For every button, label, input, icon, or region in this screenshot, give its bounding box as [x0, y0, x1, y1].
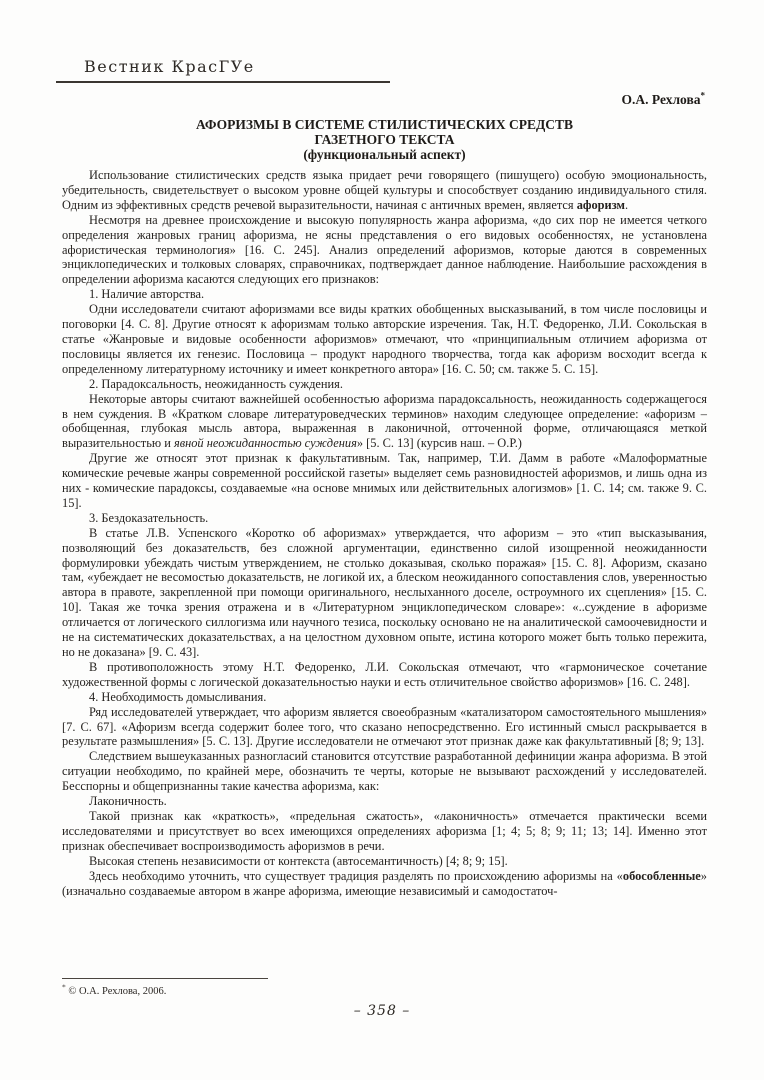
footnote	[62, 982, 167, 997]
paragraph-text: Следствием вышеуказанных разногласий становится отсутствие разработанной дефиниции жанра афоризма. В этой ситуации необходимо, по крайней мере, обозначить те черты, которые не вызывают расхождений у исследователей. Бесспорны и общепризнанны такие качества афоризма, как:	[62, 749, 707, 794]
paragraph-text: .	[624, 197, 629, 212]
paragraph	[62, 392, 707, 452]
paragraph-text: Использование стилистических средств языка придает речи говорящего (пишущего) особую эмоциональность, убедительность, свидетельствует о высоком уровне общей культуры и способствует созданию индивидуального стиля. Одним из эффективных средств речевой выразительности, начиная с античных времен, является	[62, 168, 707, 212]
paragraph	[62, 287, 707, 302]
paragraph	[62, 168, 707, 213]
paragraph-text: Высокая степень независимости от контекста (автосемантичность) [4; 8; 9; 15].	[89, 853, 508, 868]
paragraph-text: В противоположность этому Н.Т. Федоренко, Л.И. Сокольская отмечают, что «гармоническое сочетание художественной формы с логической доказательностью науки и есть отличительное свойство афоризмов» [16. С. 248].	[62, 659, 707, 689]
author-name: О.А. Рехлова	[621, 92, 701, 107]
paragraph	[62, 213, 707, 288]
paragraph	[62, 302, 707, 377]
article-body	[62, 168, 707, 898]
paragraph-text: » [5. С. 13] (курсив наш. – О.Р.)	[356, 436, 522, 451]
paragraph	[62, 794, 707, 809]
emphasis-italic-text: явной неожиданностью суждения	[173, 436, 357, 451]
paragraph	[62, 660, 707, 690]
paragraph-text: Некоторые авторы считают важнейшей особенностью афоризма парадоксальность, неожиданность содержащегося в нем суждения. В «Кратком словаре литературоведческих терминов» находим следующее определение: «афоризм – обобщенная, глубокая мысль автора, выраженная в лаконичной, отточенной форме, отличающаяся меткой выразительностью и	[62, 391, 707, 451]
page-number: – 358 –	[353, 1003, 411, 1019]
paragraph	[62, 869, 707, 899]
article	[62, 92, 707, 898]
paragraph	[62, 690, 707, 705]
paragraph-text: Несмотря на древнее происхождение и высокую популярность жанра афоризма, «до сих пор не имеется четкого определения жанровых границ афоризма, не ясны представления о его видовых особенностях, не установлена афористическая терминология» [16. С. 245]. Анализ определений афоризмов, которые даются в современных энциклопедических и толковых словарях, справочниках, подтверждает данное наблюдение. Наибольшие расхождения в определении афоризма касаются следующих его признаков:	[62, 212, 707, 287]
author-footnote-mark: *	[700, 90, 705, 101]
paragraph-text: Одни исследователи считают афоризмами все виды кратких обобщенных высказываний, в том числе пословицы и поговорки [4. С. 8]. Другие относят к афоризмам только авторские изречения. Так, Н.Т. Федоренко, Л.И. Сокольская в статье «Жанровые и видовые особенности афоризмов» отмечают, что «принципиальным отличием афоризма от пословицы является их генезис. Пословица – продукт народного творчества, тогда как афоризм восходит всегда к определенному литературному источнику и имеет конкретного автора» [16. С. 50; см. также 5. С. 15].	[62, 302, 707, 376]
paragraph-text: Ряд исследователей утверждает, что афоризм является своеобразным «катализатором самостоятельного мышления» [7. С. 67]. «Афоризм всегда содержит более того, что сказано непосредственно. Его истинный смысл раскрывается в результате размышления» [5. С. 13]. Другие исследователи не отмечают этот признак даже как факультативный [8; 9; 13].	[62, 704, 707, 749]
journal-header-logo: Вестник КрасГУе	[84, 57, 255, 76]
paragraph	[62, 749, 707, 794]
paragraph	[62, 377, 707, 392]
footnote-marker: *	[62, 982, 66, 992]
emphasis-bold-text: обособленные	[622, 868, 701, 883]
paragraph	[62, 511, 707, 526]
article-title	[62, 117, 707, 162]
paragraph-text: 1. Наличие авторства.	[89, 287, 205, 302]
paragraph-text: 3. Бездоказательность.	[89, 510, 209, 525]
title-subtitle: (функциональный аспект)	[303, 147, 466, 162]
title-line-2: ГАЗЕТНОГО ТЕКСТА	[314, 132, 455, 147]
paragraph-text: 4. Необходимость домысливания.	[89, 689, 267, 704]
paragraph-text: Лаконичность.	[89, 794, 167, 809]
paragraph-text: Такой признак как «краткость», «предельная сжатость», «лаконичность» отмечается практически всеми исследователями и присутствует во всех имеющихся определениях афоризма [1; 4; 5; 8; 9; 11; 13; 14]. Именно этот признак обеспечивает воспроизводимость афоризмов в речи.	[62, 808, 707, 853]
header-rule	[56, 81, 390, 83]
paragraph	[62, 526, 707, 660]
paragraph	[62, 809, 707, 854]
paragraph-text: В статье Л.В. Успенского «Коротко об афоризмах» утверждается, что афоризм – это «тип высказывания, позволяющий без доказательств, без сложной аргументации, единственно силой изощренной неожиданности формулировки убеждать чистым утверждением, не столько доказывая, сколько поражая» [15. С. 8]. Афоризм, сказано там, «убеждает не весомостью доказательств, не логикой их, а блеском неожиданного сопоставления слов, уверенностью автора в правоте, закрепленной при помощи оригинального, неслыханного доселе, остроумного их сцепления» [15. С. 10]. Такая же точка зрения отражена и в «Литературном энциклопедическом словаре»: «..суждение в афоризме отличается от логического силлогизма или научного тезиса, поскольку основано не на аналитической самоочевидности и не на систематических доказательствах, а на целостном духовном опыте, истина которого может быть только пережита, но не доказана» [9. С. 43].	[62, 525, 707, 659]
footnote-rule	[62, 978, 268, 979]
paragraph-text: Здесь необходимо уточнить, что существует традиция разделять по происхождению афоризмы на «	[89, 868, 623, 883]
footnote-text: © О.А. Рехлова, 2006.	[68, 986, 167, 997]
paragraph	[62, 451, 707, 511]
paragraph-text: 2. Парадоксальность, неожиданность суждения.	[89, 376, 343, 391]
title-line-1: АФОРИЗМЫ В СИСТЕМЕ СТИЛИСТИЧЕСКИХ СРЕДСТВ	[195, 117, 574, 132]
author-line	[62, 92, 707, 108]
paragraph	[62, 854, 707, 869]
paragraph-text: » (изначально создаваемые автором в жанре афоризма, имеющие независимый и самодостаточ-	[62, 868, 707, 898]
paragraph-text: Другие же относят этот признак к факультативным. Так, например, Т.И. Дамм в работе «Малоформатные комические речевые жанры современной российской газеты» выделяет семь разновидностей афоризмов, и лишь одна из них - комические парадоксы, создаваемые «на основе мнимых или действительных алогизмов» [1. С. 14; см. также 9. С. 15].	[62, 451, 707, 510]
emphasis-bold-text: афоризм	[576, 197, 625, 212]
paragraph	[62, 705, 707, 750]
